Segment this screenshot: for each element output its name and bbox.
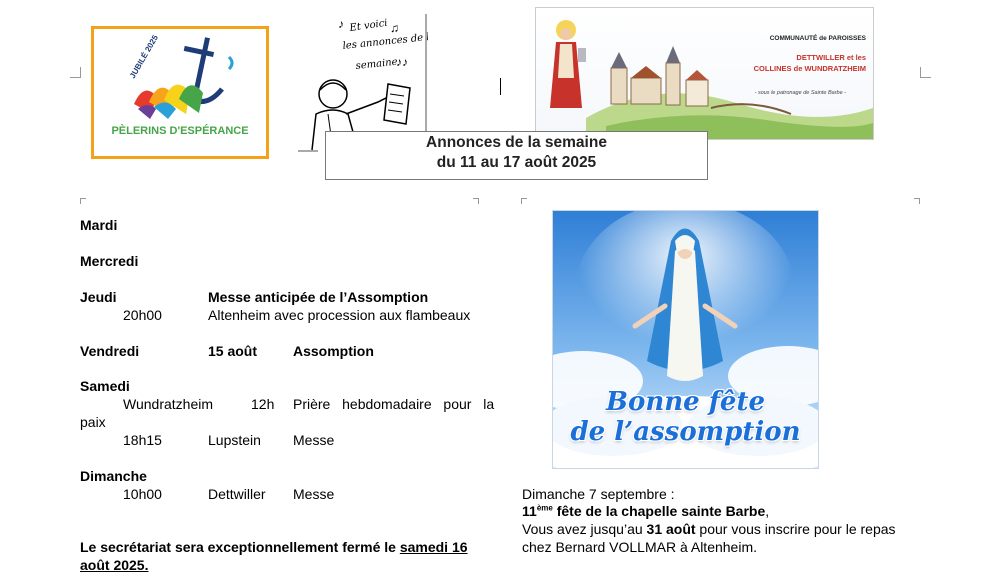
samedi-time2: 18h15 [123,432,162,448]
jubile-logo [91,26,269,159]
day-samedi: Samedi [80,378,130,394]
dimanche-place: Dettwiller [208,486,266,502]
title-line2: du 11 au 17 août 2025 [436,154,597,171]
right-line4: chez Bernard VOLLMAR à Altenheim. [522,539,758,555]
image-caption-line2: de l’assomption [570,417,801,447]
right-line2-end: , [765,503,770,519]
samedi-place2: Lupstein [208,432,261,448]
right-line2-sup: ème [536,503,553,513]
paroisse-line3: COLLINES de WUNDRATZHEIM [753,64,866,73]
right-line1: Dimanche 7 septembre : [522,486,675,502]
svg-text:♪: ♪ [338,17,344,31]
samedi-place1: Wundratzheim [123,396,214,412]
annonces-line2: les annonces de la [342,31,428,52]
paroisse-line4: - sous le patronage de Sainte Barbe - [754,90,846,96]
assomption-image [552,210,819,469]
day-vendredi: Vendredi [80,343,140,359]
crop-mark [914,198,920,204]
right-line3 [522,521,896,537]
jeudi-time: 20h00 [123,307,162,323]
notice-date-part1: samedi 16 [399,539,468,555]
right-line3-a: Vous avez jusqu’au [522,521,647,537]
right-line3-c: pour vous inscrire pour le repas [695,521,896,537]
notice-date-part2: août 2025. [80,557,149,573]
crop-mark [80,198,86,204]
crop-mark [473,198,479,204]
day-jeudi: Jeudi [80,289,117,305]
right-line2-number: 11 [522,503,537,519]
paroisse-line1: COMMUNAUTÉ de PAROISSES [769,35,866,42]
vendredi-event: Assomption [293,343,374,359]
title-line1: Annonces de la semaine [426,134,607,151]
dimanche-event: Messe [293,486,335,502]
day-dimanche: Dimanche [80,468,147,484]
jeudi-detail: Altenheim avec procession aux flambeaux [208,307,471,323]
vendredi-date: 15 août [208,343,258,359]
jeudi-event: Messe anticipée de l’Assomption [208,289,429,305]
paroisse-logo [535,7,874,140]
paroisse-line2: DETTWILLER et les [796,53,866,62]
annonces-line1: Et voici [348,17,389,34]
annonces-line3: semaine [355,56,399,72]
day-mercredi: Mercredi [80,253,139,269]
samedi-event2: Messe [293,432,335,448]
crop-mark [920,67,931,78]
notice-line1 [80,539,468,555]
samedi-time1: 12h [251,396,275,412]
title-box [325,131,708,180]
samedi-event1-cont: paix [80,414,106,430]
right-line2 [522,503,769,519]
svg-text:♫: ♫ [390,21,399,35]
day-mardi: Mardi [80,217,118,233]
crop-mark [521,198,527,204]
image-caption-line1: Bonne fête [606,387,765,417]
samedi-event1: Prière hebdomadaire pour la [293,396,495,412]
jubile-arc-text: JUBILÉ 2025 [127,33,160,80]
right-line2-bold: fête de la chapelle sainte Barbe [552,503,766,519]
svg-text:♪♪: ♪♪ [396,55,408,69]
crop-mark [70,67,81,78]
text-cursor [500,78,501,95]
jubile-bottom-text: PÈLERINS D'ESPÉRANCE [111,125,249,137]
right-line3-deadline: 31 août [646,521,696,537]
notice-text: Le secrétariat sera exceptionnellement fermé le [80,539,400,555]
dimanche-time: 10h00 [123,486,162,502]
